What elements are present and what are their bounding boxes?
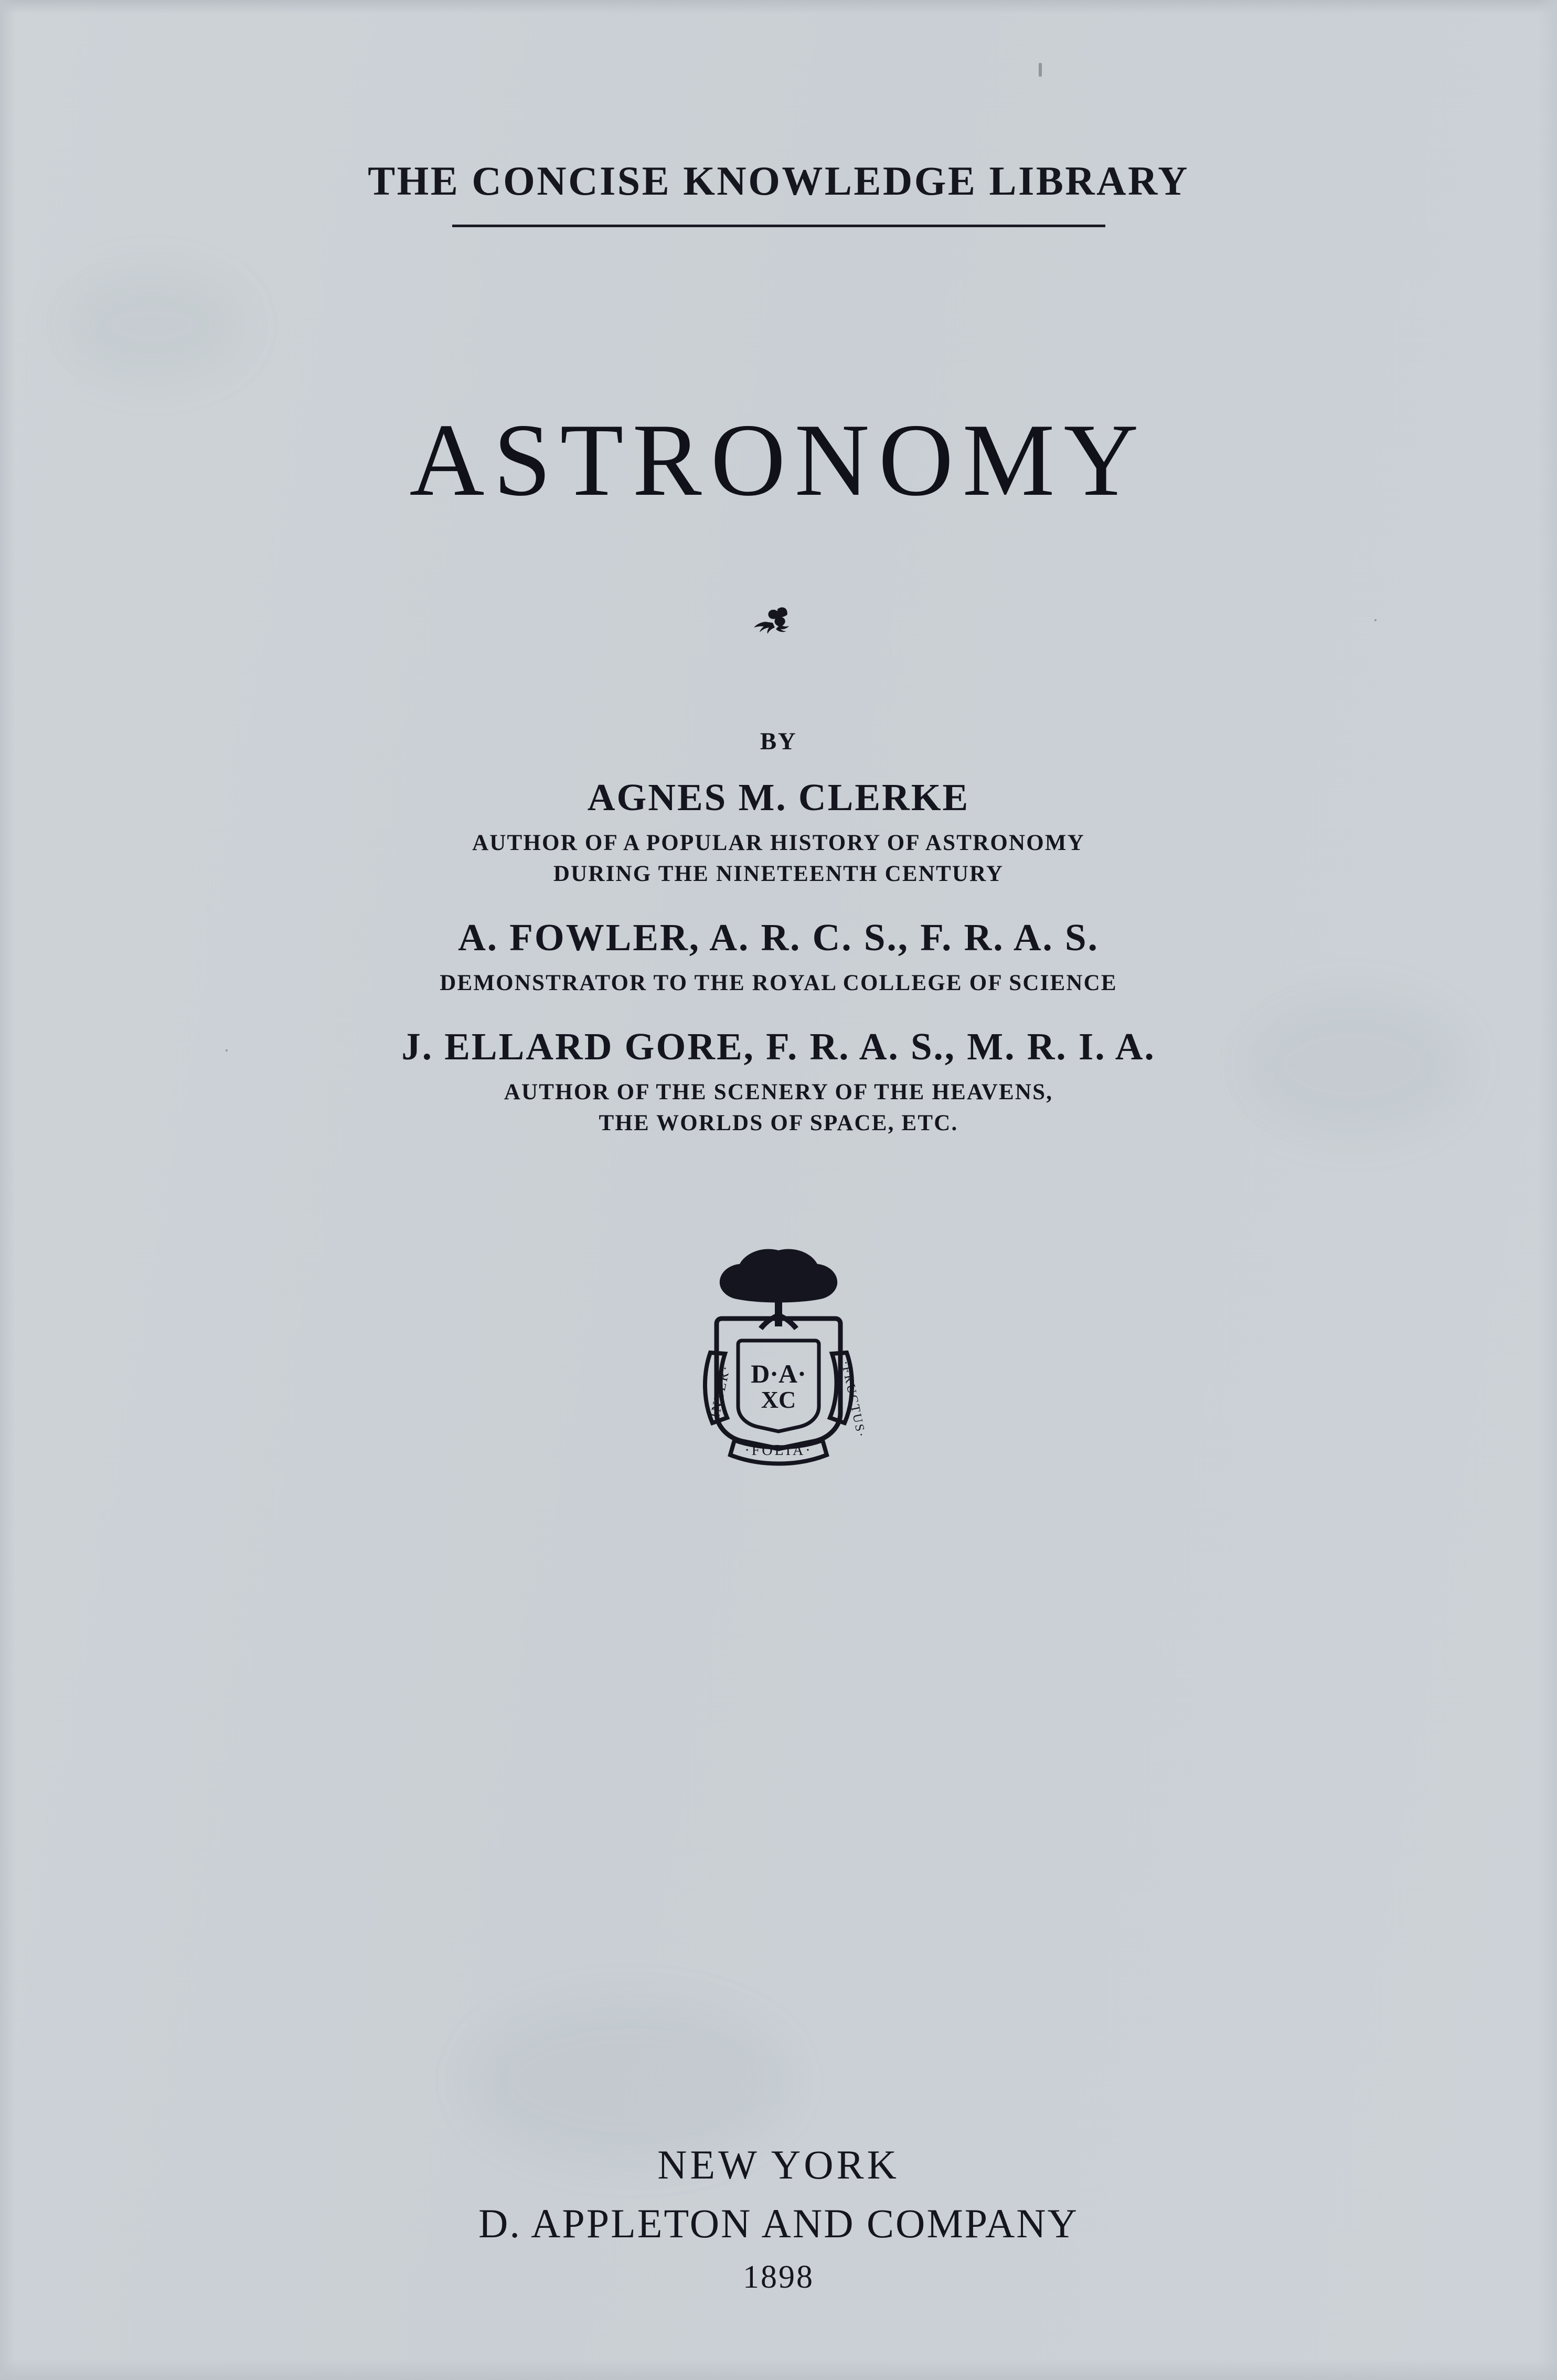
author-name-1: AGNES M. CLERKE: [587, 776, 970, 819]
svg-text:·FRUCTUS·: ·FRUCTUS·: [838, 1359, 868, 1440]
paper-speck: [1039, 63, 1042, 77]
imprint-publisher: D. APPLETON AND COMPANY: [478, 2201, 1079, 2246]
author-name-2: A. FOWLER, A. R. C. S., F. R. A. S.: [458, 916, 1099, 959]
svg-text:XC: XC: [761, 1386, 796, 1414]
author-credential-1-line-2: DURING THE NINETEENTH CENTURY: [553, 862, 1004, 887]
scan-edge-left: [0, 0, 16, 2380]
scan-edge-bottom: [0, 2359, 1557, 2380]
byline-label: BY: [760, 728, 797, 755]
svg-text:·FOLIA·: ·FOLIA·: [744, 1442, 813, 1459]
scan-edge-right: [1538, 0, 1557, 2380]
scan-edge-top: [0, 0, 1557, 14]
author-credential-2-line-1: DEMONSTRATOR TO THE ROYAL COLLEGE OF SCIENCE: [440, 971, 1117, 996]
floral-ornament-icon: [747, 599, 810, 646]
series-title: THE CONCISE KNOWLEDGE LIBRARY: [368, 158, 1189, 204]
imprint-block: [0, 2141, 1557, 2296]
svg-text:D·A·: D·A·: [751, 1359, 806, 1389]
paper-speck: [226, 1049, 228, 1051]
author-name-3: J. ELLARD GORE, F. R. A. S., M. R. I. A.: [401, 1025, 1156, 1068]
publisher-crest-icon: [674, 1240, 883, 1486]
page-title: ASTRONOMY: [409, 402, 1148, 517]
author-credential-3-line-2: THE WORLDS OF SPACE, ETC.: [599, 1111, 958, 1136]
svg-text:·INTER·: ·INTER·: [706, 1363, 733, 1426]
paper-speck: [1374, 619, 1377, 621]
imprint-city: NEW YORK: [657, 2142, 900, 2187]
title-divider-rule: [452, 225, 1105, 227]
author-credential-3-line-1: AUTHOR OF THE SCENERY OF THE HEAVENS,: [504, 1080, 1053, 1105]
imprint-year: 1898: [743, 2259, 814, 2295]
author-credential-1-line-1: AUTHOR OF A POPULAR HISTORY OF ASTRONOMY: [472, 831, 1085, 855]
